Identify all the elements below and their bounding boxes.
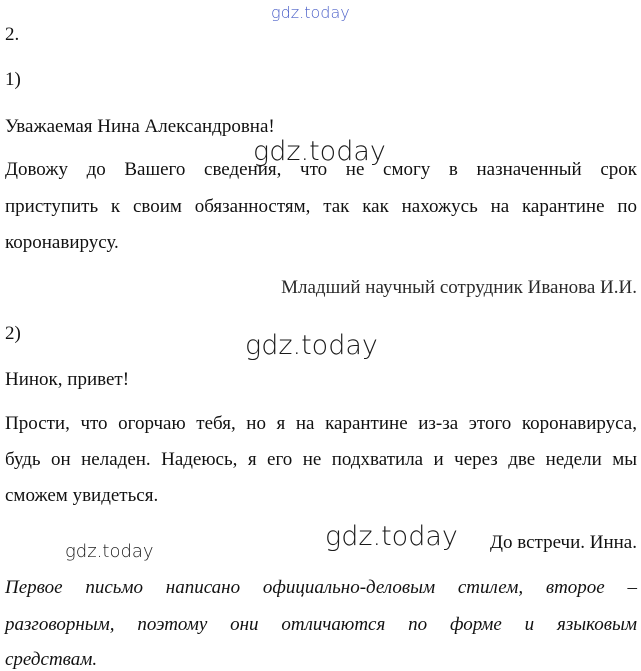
conclusion-line-3: средствам. — [5, 649, 98, 670]
letter2-greeting: Нинок, привет! — [5, 369, 130, 390]
part1-label: 1) — [5, 69, 21, 90]
letter1-line-3: коронавирусу. — [5, 232, 119, 253]
letter1-greeting: Уважаемая Нина Александровна! — [5, 116, 275, 137]
watermark-4: gdz.today — [65, 541, 154, 562]
letter1-signature: Младший научный сотрудник Иванова И.И. — [281, 277, 637, 298]
letter1-line-2: приступить к своим обязанностям, так как нахожусь на карантине по — [5, 196, 637, 217]
watermark-3: gdz.today — [325, 521, 458, 552]
conclusion-line-1: Первое письмо написано официально-деловым стилем, второе – — [5, 577, 637, 598]
letter2-line-3: сможем увидеться. — [5, 485, 159, 506]
conclusion-line-2: разговорным, поэтому они отличаются по форме и языковым — [5, 614, 637, 635]
watermark-top: gdz.today — [271, 3, 350, 22]
letter2-line-1: Прости, что огорчаю тебя, но я на карантине из-за этого коронавируса, — [5, 413, 637, 434]
letter1-line-1: Довожу до Вашего сведения, что не смогу в назначенный срок — [5, 159, 637, 180]
letter2-signature: До встречи. Инна. — [490, 532, 637, 553]
task-number: 2. — [5, 24, 20, 45]
watermark-2: gdz.today — [245, 330, 378, 361]
watermark-1: gdz.today — [253, 136, 386, 167]
part2-label: 2) — [5, 323, 21, 344]
letter2-line-2: будь он неладен. Надеюсь, я его не подхватила и через две недели мы — [5, 449, 637, 470]
